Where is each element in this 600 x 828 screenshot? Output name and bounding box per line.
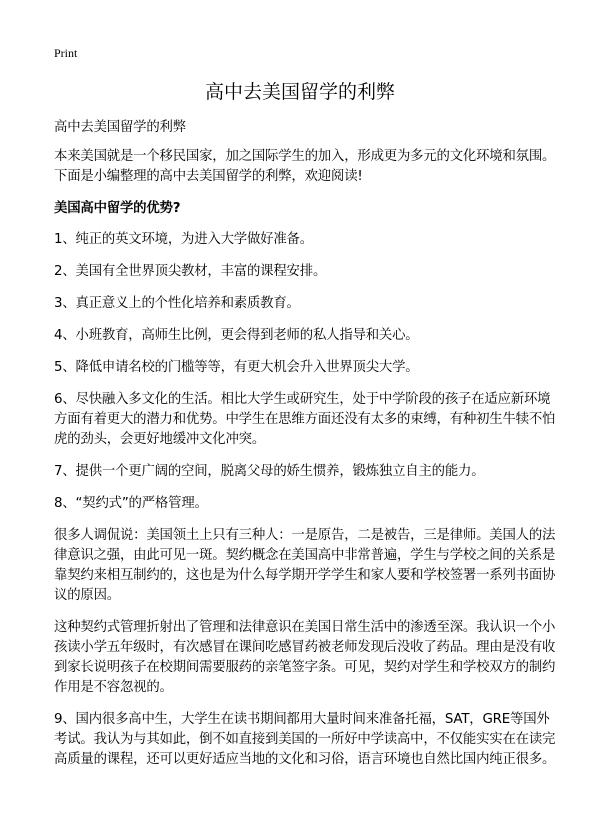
paragraph-5: 5、降低申请名校的门槛等等，有更大机会升入世界顶尖大学。 bbox=[54, 360, 419, 375]
paragraph-contract-1: 很多人调侃说：美国领土上只有三种人：一是原告，二是被告，三是律师。美国人的法律意识之强，由此可见一斑。契约概念在美国高中非常普遍，学生与学校之间的关系是靠契约来相互制约的，这也是为什么每学期开学学生和家人要和学校签署一系列书面协议的原因。 bbox=[54, 528, 556, 603]
paragraph-3: 3、真正意义上的个性化培养和素质教育。 bbox=[54, 296, 300, 311]
paragraph-1: 1、纯正的英文环境，为进入大学做好准备。 bbox=[54, 232, 313, 247]
section-heading: 美国高中留学的优势? bbox=[54, 201, 181, 216]
paragraph-9: 9、国内很多高中生，大学生在读书期间都用大量时间来准备托福，SAT，GRE等国外考试。我认为与其如此，倒不如直接到美国的一所好中学读高中，不仅能实实在在读完高质量的课程，还可以更好适应当地的文化和习俗，语言环境也自然比国内纯正很多。 bbox=[54, 712, 556, 767]
paragraph-2: 2、美国有全世界顶尖教材，丰富的课程安排。 bbox=[54, 264, 327, 279]
print-label: Print bbox=[54, 46, 78, 60]
article-subtitle: 高中去美国留学的利弊 bbox=[54, 120, 186, 135]
paragraph-7: 7、提供一个更广阔的空间，脱离父母的娇生惯养，锻炼独立自主的能力。 bbox=[54, 464, 485, 479]
paragraph-6: 6、尽快融入多文化的生活。相比大学生或研究生，处于中学阶段的孩子在适应新环境方面有着更大的潜力和优势。中学生在思维方面还没有太多的束缚，有种初生牛犊不怕虎的劲头，会更好地缓冲文化冲突。 bbox=[54, 392, 556, 447]
page-title: 高中去美国留学的利弊 bbox=[204, 81, 395, 103]
intro-paragraph: 本来美国就是一个移民国家，加之国际学生的加入，形成更为多元的文化环境和氛围。下面是小编整理的高中去美国留学的利弊，欢迎阅读! bbox=[54, 149, 556, 184]
article-body bbox=[54, 118, 562, 782]
paragraph-4: 4、小班教育，高师生比例，更会得到老师的私人指导和关心。 bbox=[54, 328, 419, 343]
paragraph-contract-2: 这种契约式管理折射出了管理和法律意识在美国日常生活中的渗透至深。我认识一个小孩读小学五年级时，有次感冒在课间吃感冒药被老师发现后没收了药品。理由是没有收到家长说明孩子在校期间需要服药的亲笔签字条。可见，契约对学生和学校双方的制约作用是不容忽视的。 bbox=[54, 620, 556, 695]
paragraph-8: 8、“契约式”的严格管理。 bbox=[54, 496, 208, 511]
